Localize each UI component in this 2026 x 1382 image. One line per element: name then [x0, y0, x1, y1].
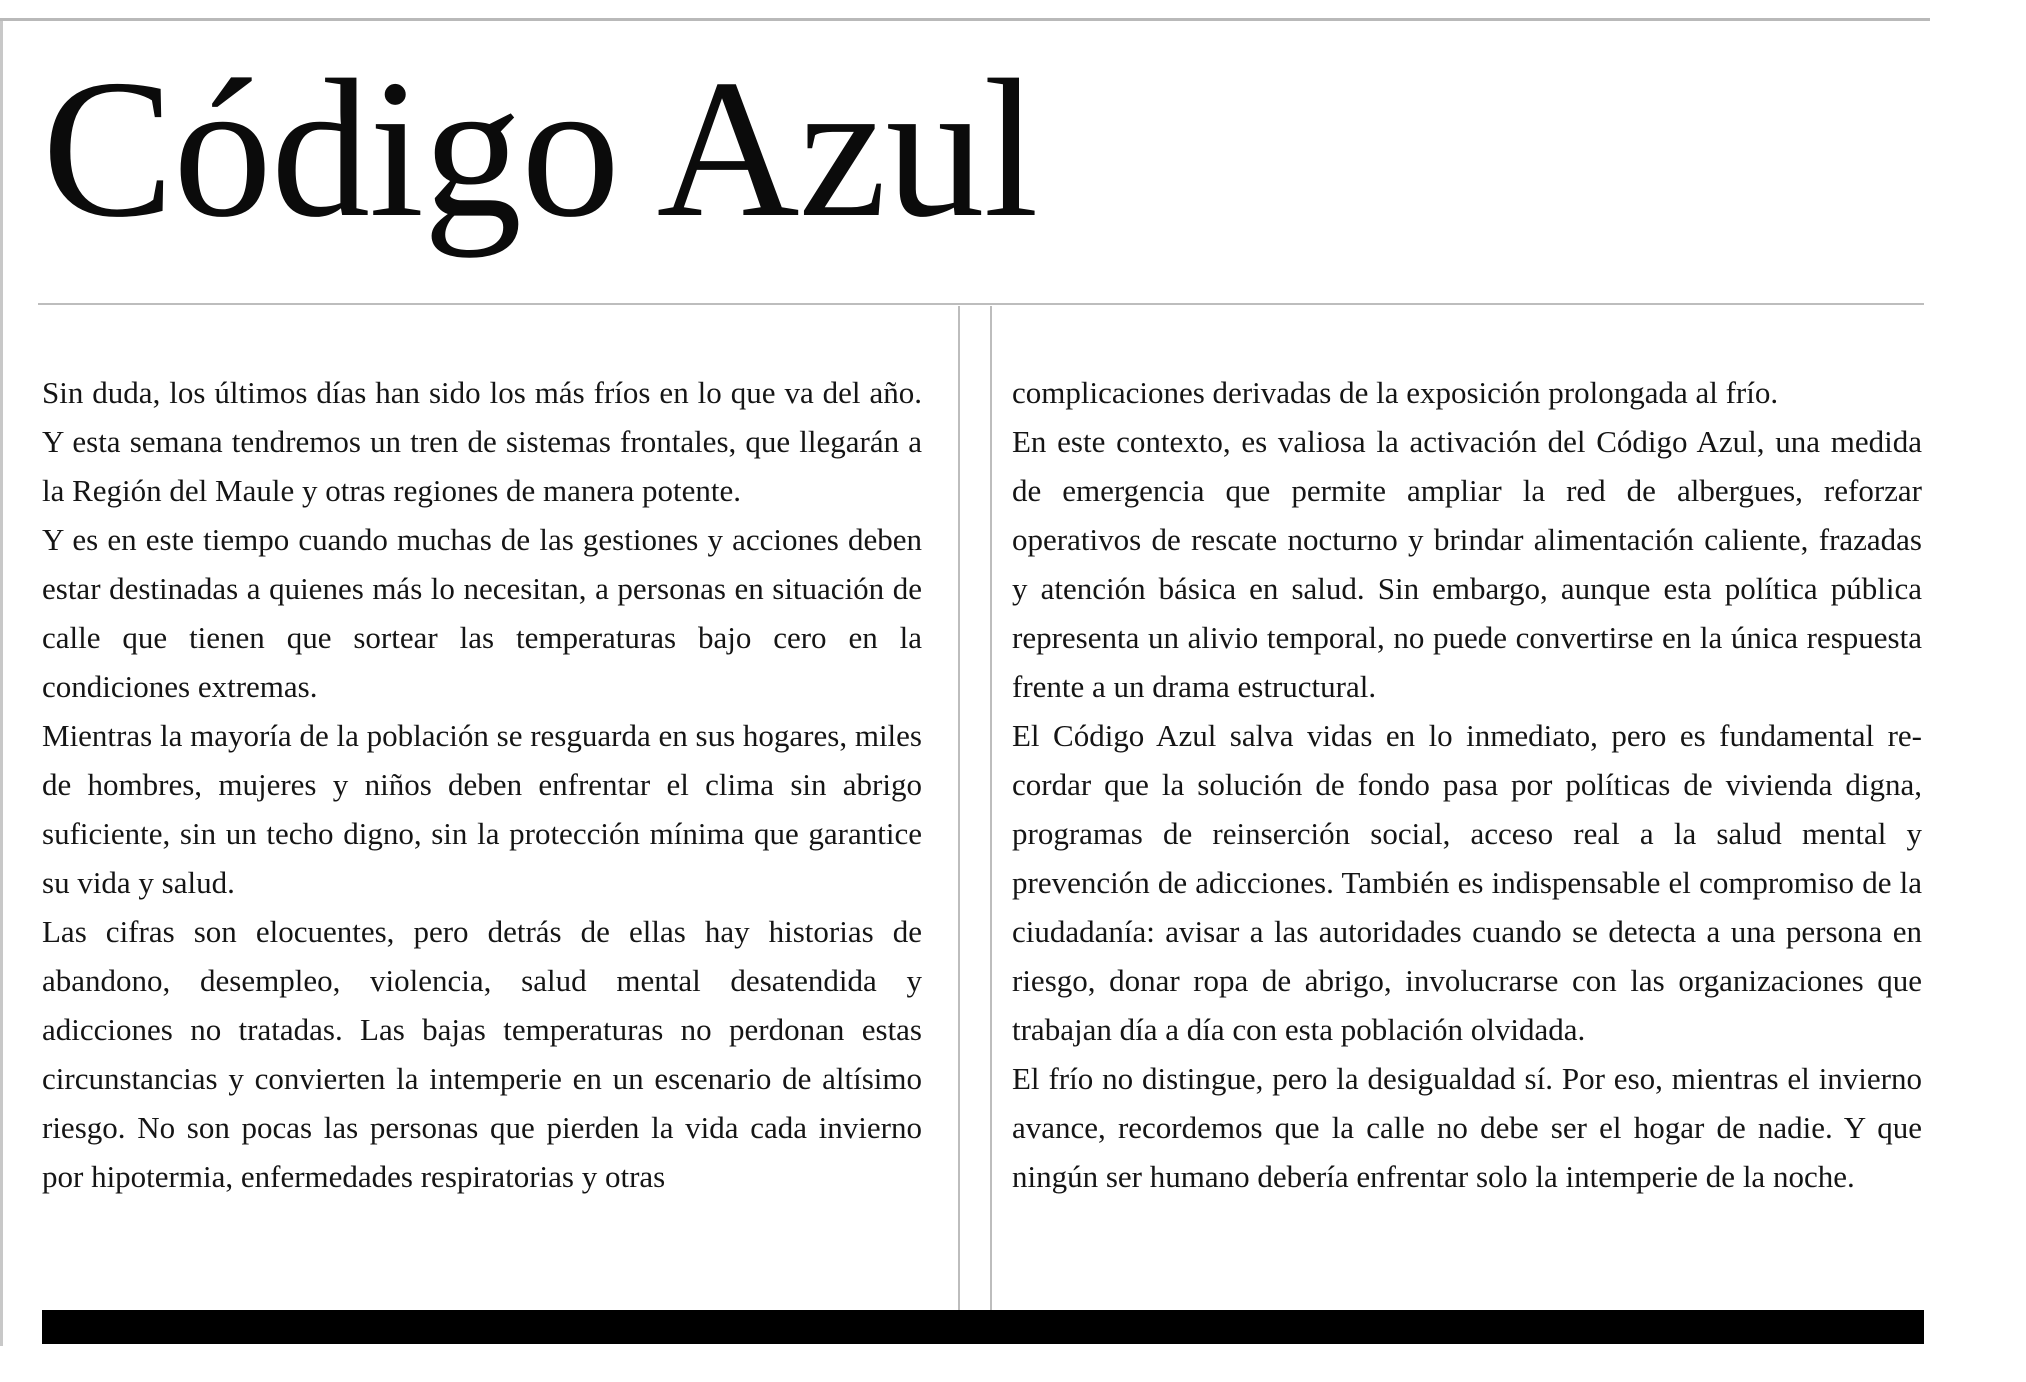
paragraph: Mientras la mayoría de la población se resguarda en sus hogares, miles de hombres, mujeres y niños deben enfrentar el clima sin abrigo suficiente, sin un techo digno, sin la protección mínima que garantice su vida y salud. — [42, 718, 922, 900]
paragraph: Sin duda, los últimos días han sido los más fríos en lo que va del año. Y esta semana tendremos un tren de sistemas frontales, que llegarán a la Región del Maule y otras regiones de manera potente. — [42, 375, 922, 508]
paragraph: Y es en este tiempo cuando muchas de las gestiones y acciones deben estar destinadas a quienes más lo necesitan, a personas en situación de calle que tienen que sortear las temperaturas bajo cero en la condiciones extremas. — [42, 522, 922, 704]
paragraph: En este contexto, es valiosa la activación del Código Azul, una medida de emergencia que permite ampliar la red de albergues, reforzar operativos de rescate nocturno y brindar alimentación caliente, frazadas y atención básica en salud. Sin embargo, aunque esta política pública representa un alivio temporal, no puede convertirse en la única respuesta frente a un drama estructural. — [1012, 424, 1922, 704]
article-column-left — [42, 368, 922, 1201]
headline-divider — [38, 303, 1924, 305]
paragraph: Las cifras son elocuentes, pero detrás de ellas hay historias de abandono, desempleo, violencia, salud mental desatendida y adicciones no tratadas. Las bajas temperaturas no perdonan estas circunstancias y convierten la intemperie en un escenario de altísimo riesgo. No son pocas las personas que pierden la vida cada invierno por hipotermia, enfermedades respiratorias y otras — [42, 914, 922, 1194]
column-divider-right — [990, 306, 992, 1310]
article-column-right — [1012, 368, 1922, 1201]
top-rule — [0, 18, 1930, 21]
paragraph: El Código Azul salva vidas en lo inmediato, pero es fundamental recordar que la solución de fondo pasa por políticas de vivienda digna, programas de reinserción social, acceso real a la salud mental y prevención de adicciones. También es indispensable el compromiso de la ciudadanía: avisar a las autoridades cuando se detecta a una persona en riesgo, donar ropa de abrigo, involucrarse con las organizaciones que trabajan día a día con esta población olvidada. — [1012, 718, 1922, 1047]
column-divider-left — [958, 306, 960, 1310]
footer-bar — [42, 1310, 1924, 1344]
paragraph: complicaciones derivadas de la exposición prolongada al frío. — [1012, 375, 1779, 410]
article-title: Código Azul — [42, 39, 1038, 258]
paragraph: El frío no distingue, pero la desigualdad sí. Por eso, mientras el invierno avance, recordemos que la calle no debe ser el hogar de nadie. Y que ningún ser humano debería enfrentar solo la intemperie de la noche. — [1012, 1061, 1922, 1194]
page-left-edge — [0, 18, 3, 1346]
